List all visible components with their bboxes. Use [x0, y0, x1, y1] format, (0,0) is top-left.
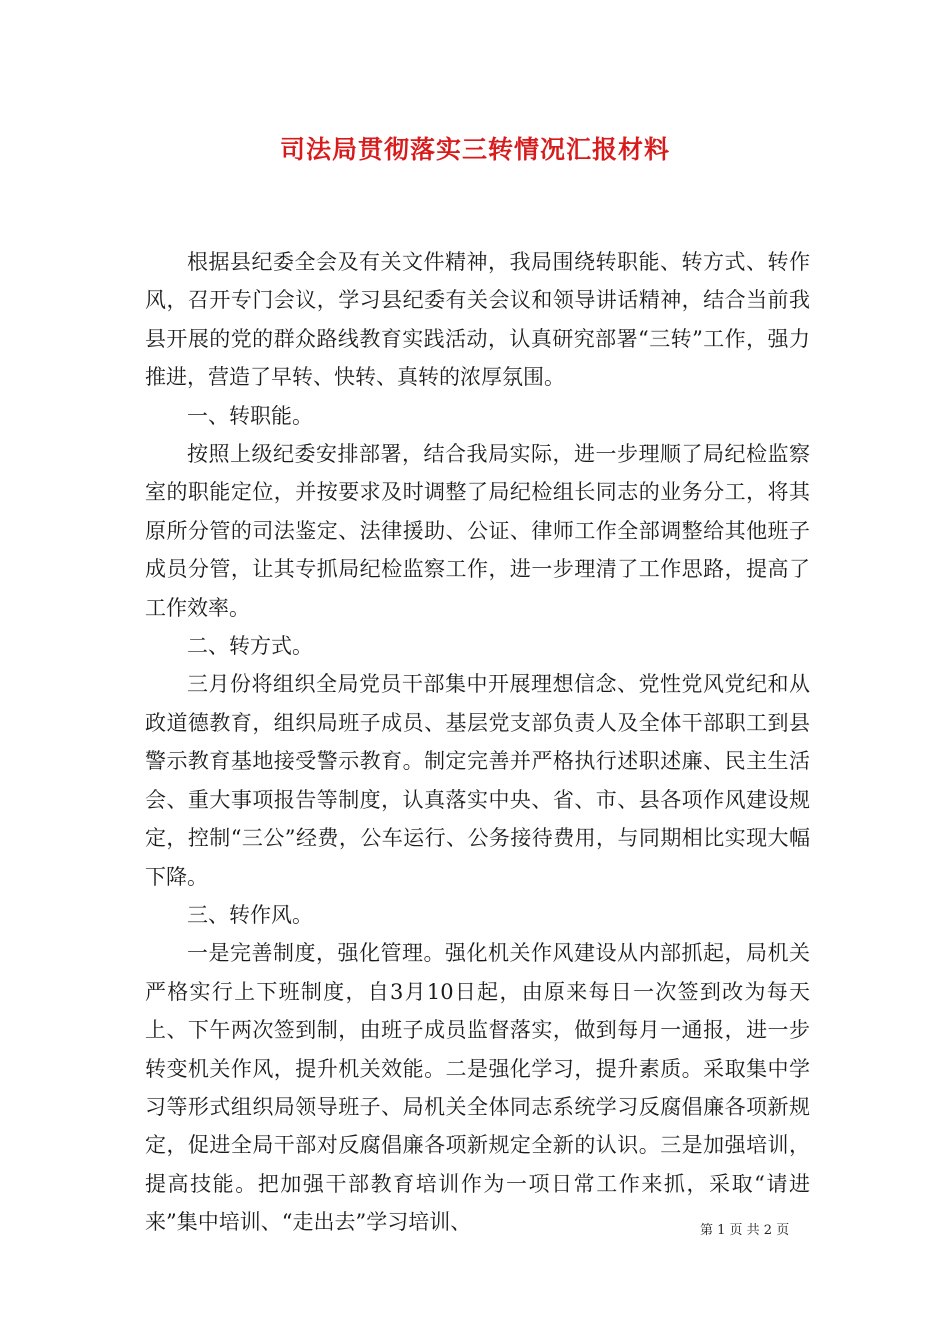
section-heading-3: 三、转作风。 — [187, 902, 313, 927]
paragraph-intro: 根据县纪委全会及有关文件精神，我局围绕转职能、转方式、转作风，召开专门会议，学习县纪委有关会议和领导讲话精神，结合当前我县开展的党的群众路线教育实践活动，认真研究部署“三转”工作，强力推进，营造了早转、快转、真转的浓厚氛围。 — [145, 250, 810, 390]
page-number: 第 1 页 共 2 页 — [700, 1223, 790, 1238]
paragraph-section-2: 三月份将组织全局党员干部集中开展理想信念、党性党风党纪和从政道德教育，组织局班子成员、基层党支部负责人及全体干部职工到县警示教育基地接受警示教育。制定完善并严格执行述职述廉、民主生活会、重大事项报告等制度，认真落实中央、省、市、县各项作风建设规定，控制“三公”经费，公车运行、公务接待费用，与同期相比实现大幅下降。 — [145, 672, 810, 889]
section-heading-1: 一、转职能。 — [187, 403, 313, 428]
section-heading-2: 二、转方式。 — [187, 634, 313, 659]
paragraph-section-1: 按照上级纪委安排部署，结合我局实际，进一步理顺了局纪检监察室的职能定位，并按要求及时调整了局纪检组长同志的业务分工，将其原所分管的司法鉴定、法律援助、公证、律师工作全部调整给其他班子成员分管，让其专抓局纪检监察工作，进一步理清了工作思路，提高了工作效率。 — [145, 442, 810, 620]
document-body — [145, 243, 810, 1242]
paragraph-section-3: 一是完善制度，强化管理。强化机关作风建设从内部抓起，局机关严格实行上下班制度，自3月10日起，由原来每日一次签到改为每天上、下午两次签到制，由班子成员监督落实，做到每月一通报，进一步转变机关作风，提升机关效能。二是强化学习，提升素质。采取集中学习等形式组织局领导班子、局机关全体同志系统学习反腐倡廉各项新规定，促进全局干部对反腐倡廉各项新规定全新的认识。三是加强培训，提高技能。把加强干部教育培训作为一项日常工作来抓，采取“请进来”集中培训、“走出去”学习培训、 — [145, 941, 810, 1235]
document-title: 司法局贯彻落实三转情况汇报材料 — [279, 135, 670, 164]
